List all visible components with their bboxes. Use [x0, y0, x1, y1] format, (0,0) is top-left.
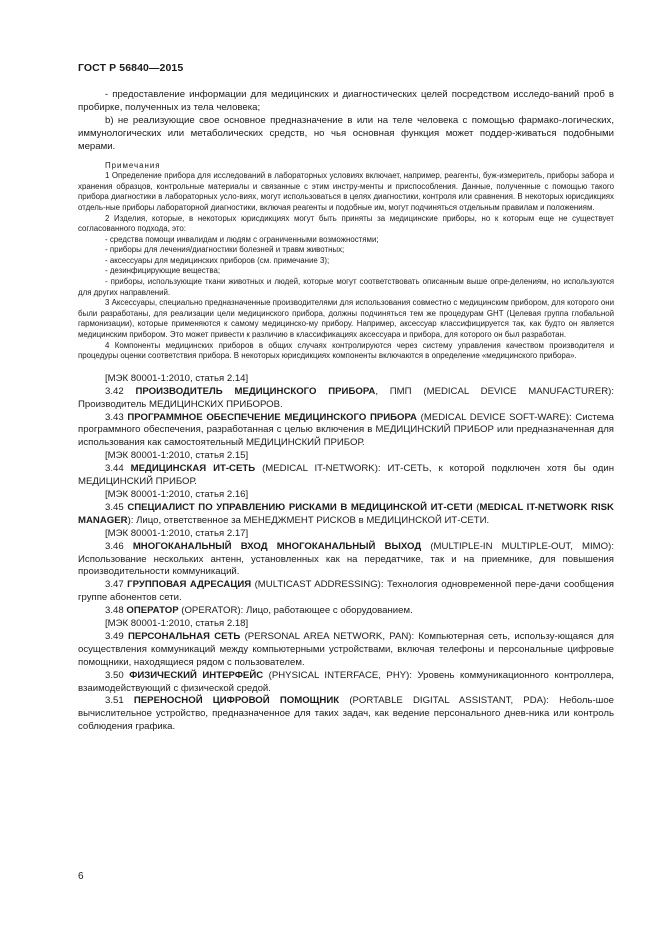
- term-entry: 3.49 ПЕРСОНАЛЬНАЯ СЕТЬ (PERSONAL AREA NETWORK, PAN): Компьютерная сеть, использу-ющаяся для осуществления коммуникаций между компьютерными устройствами, включая телефоны и персональные цифровые помощники, находящиеся рядом с пользователем.: [78, 630, 614, 668]
- note-3: 3 Аксессуары, специально предназначенные производителями для использования совместно с медицинским прибором, для которого они были разработаны, для реализации цели медицинского прибора, должны подчиняться тем же процедурам GHT (Целевая группа глобальной гармонизации), которые применяются к самому медицинско-му прибору. Например, аксессуар классифицируется так, как будто он является медицинским прибором. Это может привести к различию в классификациях аксессуара и прибора, для которого он был разработан.: [78, 298, 614, 340]
- note-2-list-item: - средства помощи инвалидам и людям с ограниченными возможностями;: [105, 234, 379, 244]
- term-entry: 3.50 ФИЗИЧЕСКИЙ ИНТЕРФЕЙС (PHYSICAL INTERFACE, PHY): Уровень коммуникационного контроллера, взаимодействующий с физической средой.: [78, 669, 614, 694]
- term-name-english: MEDICAL IT-NETWORK RISK MANAGER: [78, 501, 614, 526]
- page-number: 6: [78, 871, 84, 882]
- term-name: СПЕЦИАЛИСТ ПО УПРАВЛЕНИЮ РИСКАМИ В МЕДИЦИНСКОЙ ИТ-СЕТИ: [127, 501, 473, 513]
- term-name: ГРУППОВАЯ АДРЕСАЦИЯ: [127, 579, 252, 591]
- term-entry: 3.51 ПЕРЕНОСНОЙ ЦИФРОВОЙ ПОМОЩНИК (PORTABLE DIGITAL ASSISTANT, PDA): Неболь-шое вычислительное устройство, предназначенное для таких задач, как ведение персонального днев-ника или контроль соблюдения графика.: [78, 695, 615, 733]
- note-2-list-item: - приборы, использующие ткани животных и людей, которые могут соответствовать описанным выше опре-делениям, но используются для других направлений.: [78, 277, 614, 297]
- term-reference: [МЭК 80001-1:2010, статья 2.18]: [105, 618, 249, 630]
- term-reference: [МЭК 80001-1:2010, статья 2.14]: [105, 372, 249, 384]
- term-entry: 3.46 МНОГОКАНАЛЬНЫЙ ВХОД МНОГОКАНАЛЬНЫЙ ВЫХОД (MULTIPLE-IN MULTIPLE-OUT, MIMO): Использование нескольких антенн, установленных как на передатчике, так и на приемнике, для повышения производительности коммуникаций.: [78, 540, 614, 578]
- note-2-list-item: - приборы для лечения/диагностики болезней и травм животных;: [105, 245, 345, 255]
- term-name: МЕДИЦИНСКАЯ ИТ-СЕТЬ: [130, 463, 256, 475]
- notes-heading: Примечания: [105, 160, 161, 170]
- note-2-list-item: - аксессуары для медицинских приборов (см. примечание 3);: [105, 255, 330, 265]
- term-reference: [МЭК 80001-1:2010, статья 2.15]: [105, 450, 249, 462]
- term-name: МНОГОКАНАЛЬНЫЙ ВХОД МНОГОКАНАЛЬНЫЙ ВЫХОД: [132, 540, 422, 552]
- term-entry: 3.44 МЕДИЦИНСКАЯ ИТ-СЕТЬ (MEDICAL IT-NETWORK): ИТ-СЕТЬ, к которой подключен хотя бы один МЕДИЦИНСКИЙ ПРИБОР.: [78, 463, 615, 488]
- term-entry: 3.48 ОПЕРАТОР (OPERATOR): Лицо, работающее с оборудованием.: [105, 605, 413, 617]
- term-name: ПРОИЗВОДИТЕЛЬ МЕДИЦИНСКОГО ПРИБОРА: [135, 385, 376, 397]
- term-entry: 3.43 ПРОГРАММНОЕ ОБЕСПЕЧЕНИЕ МЕДИЦИНСКОГО ПРИБОРА (MEDICAL DEVICE SOFT-WARE): Система программного обеспечения, разработанная с целью включения в МЕДИЦИНСКИЙ ПРИБОР или предназначенная для использования как самостоятельный МЕДИЦИНСКИЙ ПРИБОР.: [78, 411, 614, 449]
- term-name: ПЕРСОНАЛЬНАЯ СЕТЬ: [127, 630, 241, 642]
- term-reference: [МЭК 80001-1:2010, статья 2.16]: [105, 488, 249, 500]
- term-entry: 3.42 ПРОИЗВОДИТЕЛЬ МЕДИЦИНСКОГО ПРИБОРА, ПМП (MEDICAL DEVICE MANUFACTURER): Производитель МЕДИЦИНСКИХ ПРИБОРОВ.: [78, 385, 615, 410]
- page-content: [78, 89, 614, 734]
- term-name: ОПЕРАТОР: [126, 605, 179, 617]
- standard-header: ГОСТ Р 56840—2015: [78, 62, 184, 74]
- note-2: 2 Изделия, которые, в некоторых юрисдикциях могут быть приняты за медицинские приборы, но к которым еще не существует согласованного подхода, это:: [78, 213, 614, 234]
- notes-block: [78, 161, 614, 362]
- note-4: 4 Компоненты медицинских приборов в общих случаях контролируются через систему управления качеством производителя и процедуры оценки соответствия прибора. В некоторых юрисдикциях компоненты включаются в определение «медицинского прибора».: [78, 340, 614, 361]
- intro-paragraph-2: b) не реализующие свое основное предназначение в или на теле человека с помощью фармако-логических, иммунологических или метаболических средств, но чья основная функция может поддер-живаться подобными мерами.: [78, 114, 614, 152]
- term-reference: [МЭК 80001-1:2010, статья 2.17]: [105, 527, 249, 539]
- terms-list: [78, 373, 614, 734]
- note-1: 1 Определение прибора для исследований в лабораторных условиях включает, например, реагенты, буж-измеритель, приборы забора и хранения образцов, контрольные материалы и связанные с этим инстру-менты и приспособления. Данные, полученные с помощью такого прибора диагностики в лабораторных усло-виях, могут использоваться в целях диагностики, контроля или сравнения. В некоторых юрисдикциях отдель-ные приборы лабораторной диагностики, включая реагенты и подобные им, могут подчиняться отдельным правилам и положениям.: [78, 171, 614, 212]
- term-entry: 3.47 ГРУППОВАЯ АДРЕСАЦИЯ (MULTICAST ADDRESSING): Технология одновременной пере-дачи сообщения группе абонентов сети.: [78, 579, 614, 604]
- term-name: ПЕРЕНОСНОЙ ЦИФРОВОЙ ПОМОЩНИК: [133, 695, 340, 707]
- term-name: ФИЗИЧЕСКИЙ ИНТЕРФЕЙС: [129, 669, 264, 681]
- term-entry: 3.45 СПЕЦИАЛИСТ ПО УПРАВЛЕНИЮ РИСКАМИ В МЕДИЦИНСКОЙ ИТ-СЕТИ (MEDICAL IT-NETWORK RISK MANAGER): Лицо, ответственное за МЕНЕДЖМЕНТ РИСКОВ в МЕДИЦИНСКОЙ ИТ-СЕТИ.: [78, 501, 614, 526]
- term-name: ПРОГРАММНОЕ ОБЕСПЕЧЕНИЕ МЕДИЦИНСКОГО ПРИБОРА: [127, 411, 417, 423]
- intro-paragraph-1: - предоставление информации для медицинских и диагностических целей посредством исследо-ваний проб в пробирке, полученных из тела человека;: [78, 89, 614, 113]
- note-2-list-item: - дезинфицирующие вещества;: [105, 266, 221, 276]
